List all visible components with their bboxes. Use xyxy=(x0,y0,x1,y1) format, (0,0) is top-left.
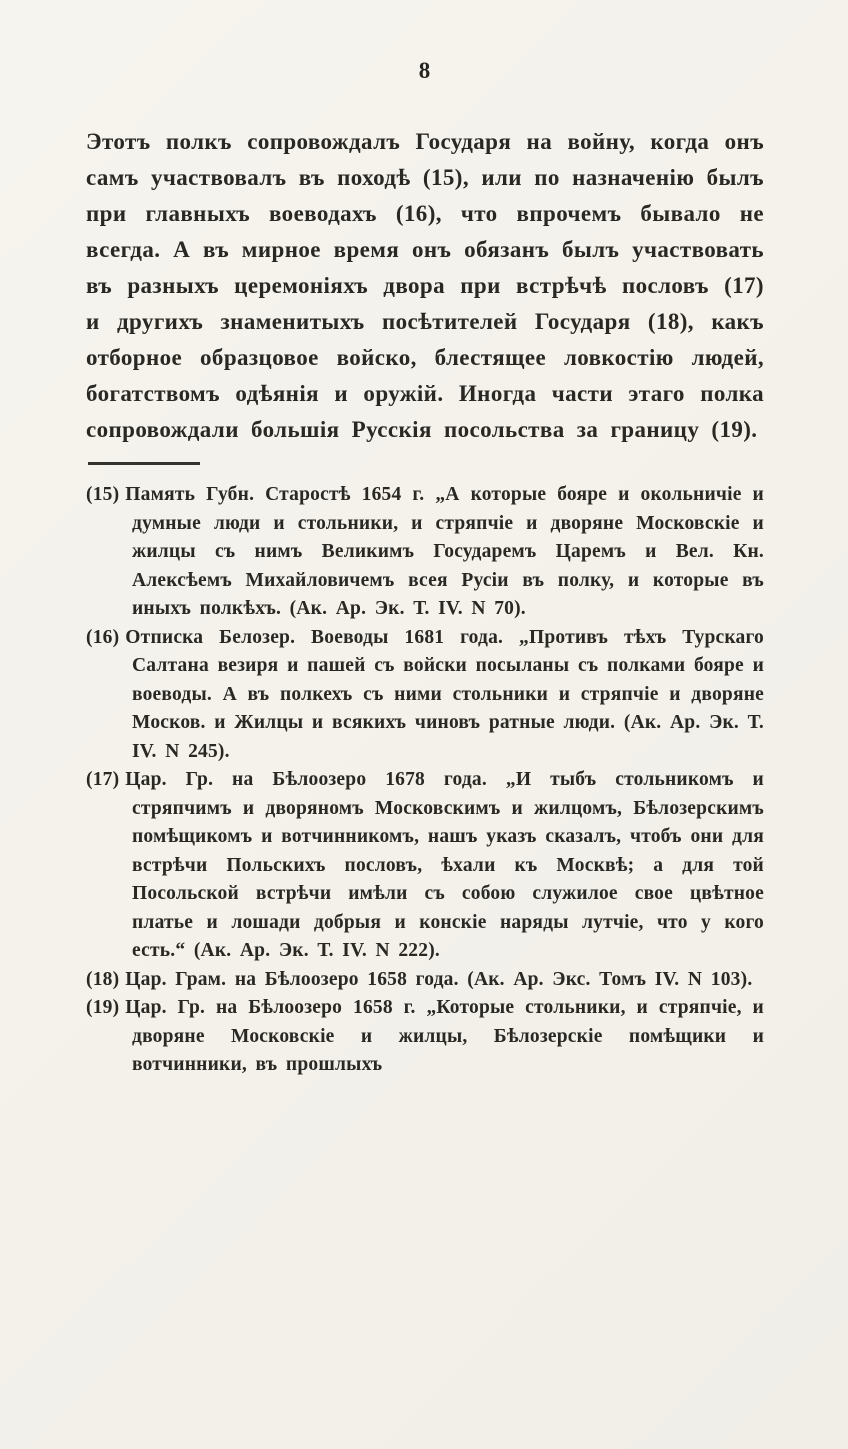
footnote xyxy=(86,966,764,995)
footnote-text: Цар. Грам. на Бѣлоозеро 1658 года. (Ак. Ар. Экс. Томъ IV. N 103). xyxy=(125,968,753,990)
footnote-text: Память Губн. Старостѣ 1654 г. „А которые бояре и окольничіе и думные люди и стольники, и стряпчіе и дворяне Московскіе и жилцы съ нимъ Великимъ Государемъ Царемъ и Вел. Кн. Алексѣемъ Михайловичемъ всея Русіи въ полку, и которые въ иныхъ полкѣхъ. (Ак. Ар. Эк. Т. IV. N 70). xyxy=(125,484,764,619)
footnote-marker: (17) xyxy=(86,769,120,790)
footnote xyxy=(86,766,764,966)
footnote-marker: (16) xyxy=(86,626,120,648)
footnote-text: Цар. Гр. на Бѣлоозеро 1658 г. „Которые стольники, и стряпчіе, и дворяне Московскіе и жилцы, Бѣлозерскіе помѣщики и вотчинники, въ прошлыхъ xyxy=(125,997,764,1075)
footnote xyxy=(86,624,764,767)
footnotes-section xyxy=(86,481,764,1080)
footnote-marker: (19) xyxy=(86,997,120,1018)
page-number: 8 xyxy=(418,58,432,83)
footnote-marker: (18) xyxy=(86,968,120,990)
footnote-text: Отписка Белозер. Воеводы 1681 года. „Противъ тѣхъ Турскаго Салтана везиря и пашей съ войски посыланы съ полками бояре и воеводы. А въ полкехъ съ ними стольники и стряпчіе и дворяне Москов. и Жилцы и всякихъ чиновъ ратные люди. (Ак. Ар. Эк. Т. IV. N 245). xyxy=(125,626,764,762)
footnote xyxy=(86,481,764,624)
body-paragraph: Этотъ полкъ сопровождалъ Государя на войну, когда онъ самъ участвовалъ въ походѣ (15), или по назначенію былъ при главныхъ воеводахъ (16), что впрочемъ бывало не всегда. А въ мирное время онъ обязанъ былъ участвовать въ разныхъ церемоніяхъ двора при встрѣчѣ пословъ (17) и другихъ знаменитыхъ посѣтителей Государя (18), какъ отборное образцовое войско, блестящее ловкостію людей, богатствомъ одѣянія и оружій. Иногда части этаго полка сопровождали большія Русскія посольства за границу (19). xyxy=(86,129,764,442)
footnote xyxy=(86,994,764,1080)
footnote-marker: (15) xyxy=(86,484,120,505)
footnote-text: Цар. Гр. на Бѣлоозеро 1678 года. „И тыбъ стольникомъ и стряпчимъ и дворяномъ Московскимъ и жилцомъ, Бѣлозерскимъ помѣщикомъ и вотчинникомъ, нашъ указъ сказалъ, чтобъ они для встрѣчи Польскихъ пословъ, ѣхали къ Москвѣ; а для той Посольской встрѣчи имѣли съ собою служилое свое цвѣтное платье и лошади добрыя и конскіе наряды лутчіе, что у кого есть.“ (Ак. Ар. Эк. Т. IV. N 222). xyxy=(125,769,764,961)
footnote-divider xyxy=(88,462,200,465)
